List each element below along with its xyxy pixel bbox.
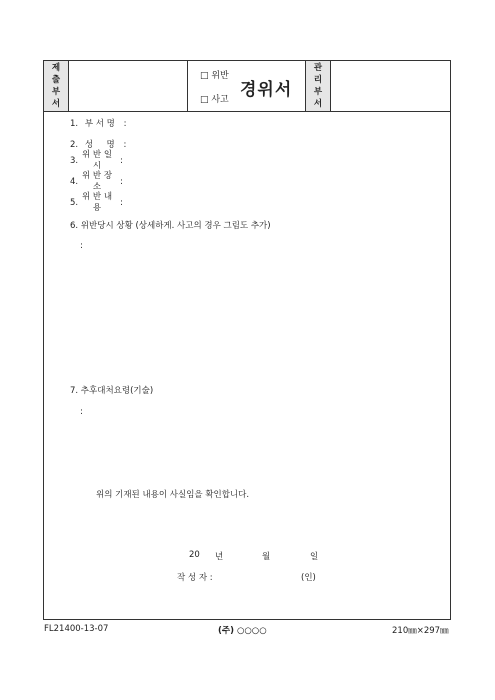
page-title: 경위서 [240, 80, 293, 100]
item-label-line: 위 반 일 [82, 150, 113, 160]
mgmt-dept-char: 관 [313, 63, 323, 73]
item-colon: : [123, 140, 127, 150]
item-colon: : [120, 156, 123, 166]
item-label [82, 150, 112, 172]
item-label: 성 명 [84, 140, 115, 150]
submit-dept-char: 제 [51, 63, 61, 73]
item-number: 1. [70, 119, 79, 129]
situation-colon: : [80, 241, 83, 251]
item-number: 2. [70, 140, 79, 150]
mgmt-dept-char: 리 [313, 75, 323, 85]
submit-dept-label [44, 61, 69, 111]
submit-dept-char: 부 [51, 87, 61, 97]
form-code: FL21400-13-07 [44, 624, 109, 634]
form-header [44, 61, 450, 112]
item-colon: : [120, 177, 123, 187]
seal-mark: (인) [301, 573, 316, 583]
title-cell [188, 61, 306, 111]
author-field[interactable] [229, 567, 299, 583]
date-year-prefix: 20 [189, 550, 200, 560]
item-colon: : [123, 119, 127, 129]
item-label: 부 서 명 [84, 119, 115, 129]
submit-dept-char: 출 [51, 75, 61, 85]
date-month: 월 [262, 552, 271, 562]
date-day: 일 [310, 552, 319, 562]
confirmation-text: 위의 기재된 내용이 사실임을 확인합니다. [96, 490, 250, 500]
item-label-line: 위 반 장 [82, 171, 113, 181]
follow-up-field[interactable] [80, 421, 440, 481]
item-colon: : [120, 198, 123, 208]
item-violation-date [70, 150, 170, 172]
item-follow-up: 7. 추후대처요령(기술) [70, 386, 154, 396]
paper-size: 210㎜×297㎜ [392, 626, 449, 636]
item-label-line: 위 반 내 [82, 192, 113, 202]
item-number: 4. [70, 177, 79, 187]
item-label-line: 시 [92, 161, 102, 171]
item-dept-name [70, 117, 126, 129]
form-frame [43, 60, 451, 620]
item-label-line: 소 [92, 182, 102, 192]
mgmt-dept-char: 부 [313, 87, 323, 97]
violation-checkbox[interactable]: □ 위반 [200, 71, 229, 81]
item-violation-place [70, 171, 170, 193]
item-situation: 6. 위반당시 상황 (상세하게. 사고의 경우 그림도 추가) [70, 221, 271, 231]
author-label: 작 성 자 : [177, 573, 213, 583]
situation-field[interactable] [80, 256, 440, 376]
mgmt-dept-field[interactable] [331, 61, 450, 111]
date-year: 년 [215, 552, 224, 562]
item-number: 3. [70, 156, 79, 166]
submit-dept-field[interactable] [69, 61, 188, 111]
item-number: 5. [70, 198, 79, 208]
item-label [82, 192, 112, 214]
item-name [70, 138, 126, 150]
follow-up-colon: : [80, 407, 83, 417]
item-label-line: 용 [92, 203, 102, 213]
submit-dept-char: 서 [51, 99, 61, 109]
mgmt-dept-char: 서 [313, 99, 323, 109]
company-name: (주) ○○○○ [218, 626, 267, 636]
item-label [82, 171, 112, 193]
mgmt-dept-label [306, 61, 331, 111]
accident-checkbox[interactable]: □ 사고 [200, 95, 229, 105]
item-violation-content [70, 192, 170, 214]
